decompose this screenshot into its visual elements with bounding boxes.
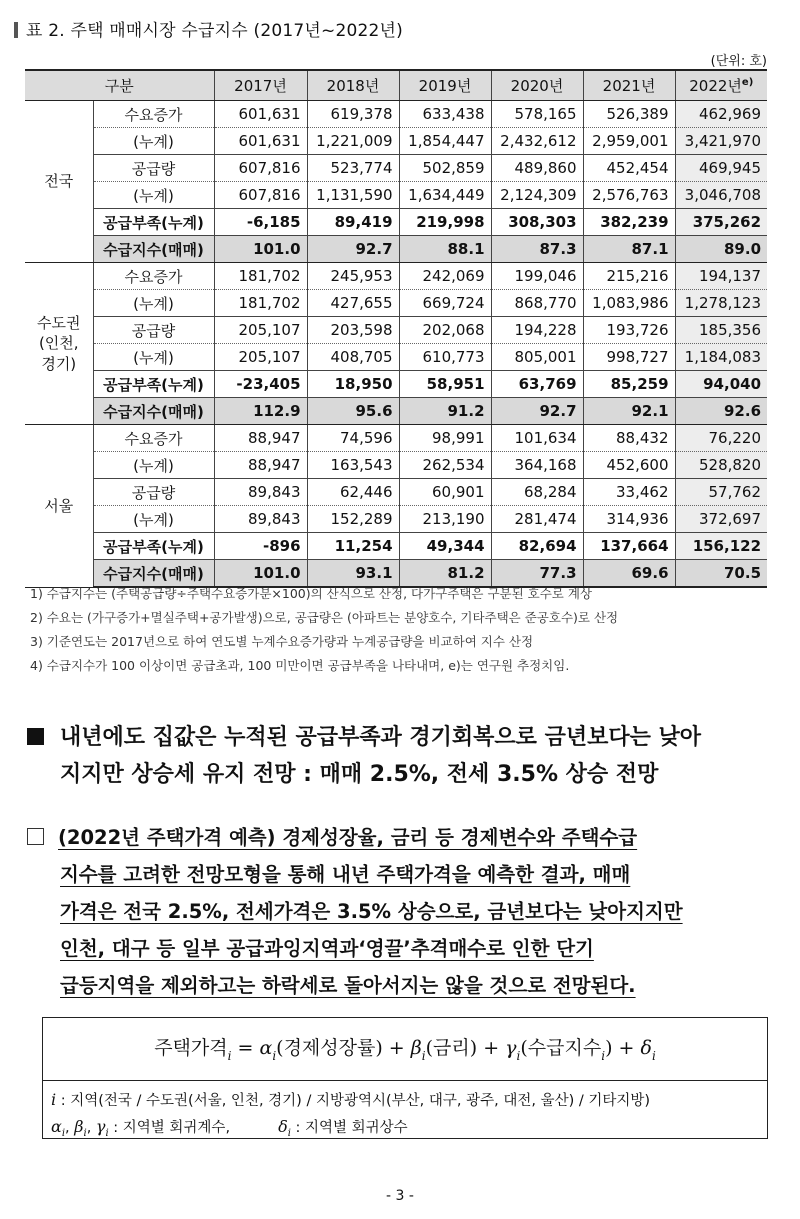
table-cell: 2,124,309 [491,182,583,209]
table-cell: 607,816 [214,155,307,182]
table-cell: 92.1 [583,398,675,425]
table-cell: 1,184,083 [675,344,767,371]
table-cell: 152,289 [307,506,399,533]
table-cell: 88.1 [399,236,491,263]
table-cell: 408,705 [307,344,399,371]
table-cell: 49,344 [399,533,491,560]
table-cell: 88,432 [583,425,675,452]
table-cell: 805,001 [491,344,583,371]
table-row [25,155,767,182]
table-cell: 1,221,009 [307,128,399,155]
header-year: 2020년 [491,70,583,101]
table-cell: -23,405 [214,371,307,398]
row-label: 수요증가 [93,101,214,128]
row-label: 공급부족(누계) [93,209,214,236]
table-cell: 242,069 [399,263,491,290]
table-cell: 87.3 [491,236,583,263]
table-cell: 156,122 [675,533,767,560]
row-label: (누계) [93,182,214,209]
table-cell: 308,303 [491,209,583,236]
region-label: 서울 [25,425,93,588]
table-cell: 205,107 [214,317,307,344]
table-row [25,236,767,263]
table-cell: 94,040 [675,371,767,398]
filled-square-bullet-icon [27,728,44,745]
table-cell: 1,131,590 [307,182,399,209]
empty-square-bullet-icon [27,828,44,845]
table-row [25,128,767,155]
table-cell: 33,462 [583,479,675,506]
footnote: 1) 수급지수는 (주택공급량÷주택수요증가분×100)의 산식으로 산정, 다가구주택은 구분된 호수로 계상 [30,586,593,601]
table-row [25,101,767,128]
table-cell: 1,854,447 [399,128,491,155]
table-cell: 375,262 [675,209,767,236]
header-year: 2021년 [583,70,675,101]
footnote: 3) 기준연도는 2017년으로 하여 연도별 누계수요증가량과 누계공급량을 비교하여 지수 산정 [30,634,534,649]
region-label: 수도권 (인천, 경기) [25,263,93,425]
forecast-paragraph: (2022년 주택가격 예측) 경제성장율, 금리 등 경제변수와 주택수급 지수를 고려한 전망모형을 통해 내년 주택가격을 예측한 결과, 매매 가격은 전국 2.5%, 전세가격은 3.5% 상승으로, 금년보다는 낮아지지만 인천, 대구 등 일부 공급과잉지역과‘영끌’추격매수로 인한 단기 급등지역을 제외하고는 하락세로 돌아서지는 않을 것으로 전망된다. [27,819,772,1004]
table-row [25,263,767,290]
table-cell: 193,726 [583,317,675,344]
page-number: - 3 - [386,1188,414,1204]
table-cell: 112.9 [214,398,307,425]
footnote: 4) 수급지수가 100 이상이면 공급초과, 100 미만이면 공급부족을 나타내며, e)는 연구원 추정치임. [30,658,570,673]
row-label: 공급량 [93,317,214,344]
row-label: 수급지수(매매) [93,236,214,263]
table-cell: 11,254 [307,533,399,560]
table-row [25,506,767,533]
table-cell: 2,959,001 [583,128,675,155]
table-cell: 523,774 [307,155,399,182]
row-label: 공급량 [93,479,214,506]
table-cell: 202,068 [399,317,491,344]
table-row [25,317,767,344]
table-cell: -6,185 [214,209,307,236]
table-row [25,452,767,479]
table-cell: 998,727 [583,344,675,371]
regression-formula-box [42,1017,768,1139]
table-cell: 262,534 [399,452,491,479]
headline: 내년에도 집값은 누적된 공급부족과 경기회복으로 금년보다는 낮아 지지만 상승세 유지 전망 : 매매 2.5%, 전세 3.5% 상승 전망 [27,719,772,793]
table-cell: 69.6 [583,560,675,588]
table-cell: 452,454 [583,155,675,182]
row-label: (누계) [93,452,214,479]
table-cell: 163,543 [307,452,399,479]
table-cell: 364,168 [491,452,583,479]
table-cell: -896 [214,533,307,560]
footnote: 2) 수요는 (가구증가+멸실주택+공가발생)으로, 공급량은 (아파트는 분양호수, 기타주택은 준공호수)로 산정 [30,610,619,625]
table-cell: 89,419 [307,209,399,236]
table-cell: 93.1 [307,560,399,588]
row-label: 수요증가 [93,425,214,452]
table-cell: 669,724 [399,290,491,317]
row-label: 공급부족(누계) [93,533,214,560]
regression-formula: 주택가격$_i = \alpha_i$(경제성장률) + $\beta_i$(금리) + $\gamma_i$(수급지수$_i) + \delta_i$ [43,1018,767,1081]
table-cell: 101.0 [214,560,307,588]
header-category: 구분 [25,70,214,101]
header-year: 2019년 [399,70,491,101]
unit-note: (단위: 호) [710,54,767,69]
table-cell: 203,598 [307,317,399,344]
table-cell: 85,259 [583,371,675,398]
table-cell: 469,945 [675,155,767,182]
table-cell: 89,843 [214,479,307,506]
row-label: (누계) [93,290,214,317]
table-cell: 245,953 [307,263,399,290]
table-cell: 489,860 [491,155,583,182]
table-row [25,425,767,452]
table-cell: 62,446 [307,479,399,506]
table-cell: 87.1 [583,236,675,263]
table-cell: 3,421,970 [675,128,767,155]
table-cell: 60,901 [399,479,491,506]
title-bar-marker [14,22,18,38]
table-cell: 98,991 [399,425,491,452]
table-cell: 382,239 [583,209,675,236]
table-cell: 526,389 [583,101,675,128]
table-cell: 215,216 [583,263,675,290]
row-label: 수급지수(매매) [93,398,214,425]
table-cell: 181,702 [214,290,307,317]
table-cell: 1,634,449 [399,182,491,209]
table-cell: 502,859 [399,155,491,182]
table-cell: 68,284 [491,479,583,506]
table-cell: 528,820 [675,452,767,479]
table-cell: 205,107 [214,344,307,371]
table-cell: 2,576,763 [583,182,675,209]
supply-demand-table [25,69,767,588]
table-row [25,182,767,209]
table-cell: 868,770 [491,290,583,317]
header-year: 2017년 [214,70,307,101]
table-cell: 76,220 [675,425,767,452]
header-year-estimate: 2022년$^{e)}$ [675,70,767,101]
table-cell: 63,769 [491,371,583,398]
header-year: 2018년 [307,70,399,101]
table-cell: 199,046 [491,263,583,290]
row-label: (누계) [93,506,214,533]
table-cell: 181,702 [214,263,307,290]
table-cell: 372,697 [675,506,767,533]
row-label: (누계) [93,344,214,371]
table-cell: 219,998 [399,209,491,236]
table-cell: 95.6 [307,398,399,425]
table-cell: 607,816 [214,182,307,209]
table-cell: 92.7 [307,236,399,263]
footnotes [30,582,618,678]
table-cell: 1,083,986 [583,290,675,317]
table-cell: 610,773 [399,344,491,371]
table-cell: 194,228 [491,317,583,344]
table-cell: 2,432,612 [491,128,583,155]
table-cell: 57,762 [675,479,767,506]
table-cell: 81.2 [399,560,491,588]
region-label: 전국 [25,101,93,263]
table-header-row [25,70,767,101]
table-cell: 88,947 [214,452,307,479]
table-cell: 89.0 [675,236,767,263]
table-cell: 88,947 [214,425,307,452]
table-cell: 91.2 [399,398,491,425]
table-cell: 3,046,708 [675,182,767,209]
table-cell: 101,634 [491,425,583,452]
table-cell: 74,596 [307,425,399,452]
table-cell: 462,969 [675,101,767,128]
table-cell: 601,631 [214,101,307,128]
row-label: 공급부족(누계) [93,371,214,398]
table-cell: 18,950 [307,371,399,398]
table-cell: 82,694 [491,533,583,560]
table-cell: 452,600 [583,452,675,479]
table-cell: 601,631 [214,128,307,155]
table-row [25,209,767,236]
table-cell: 213,190 [399,506,491,533]
table-cell: 194,137 [675,263,767,290]
table-cell: 314,936 [583,506,675,533]
table-cell: 137,664 [583,533,675,560]
row-label: 수요증가 [93,263,214,290]
table-cell: 58,951 [399,371,491,398]
row-label: 수급지수(매매) [93,560,214,588]
table-row [25,344,767,371]
table-cell: 70.5 [675,560,767,588]
table-cell: 101.0 [214,236,307,263]
table-row [25,290,767,317]
row-label: (누계) [93,128,214,155]
table-cell: 92.7 [491,398,583,425]
table-cell: 578,165 [491,101,583,128]
table-cell: 77.3 [491,560,583,588]
table-cell: 92.6 [675,398,767,425]
formula-legend: i : 지역(전국 / 수도권(서울, 인천, 경기) / 지방광역시(부산, 대구, 광주, 대전, 울산) / 기타지방) $\alpha_i$, $\beta_i$, $\gamma_i$ : 지역별 회귀계수, $\delta_i$ : 지역별 회귀상수 [51,1090,651,1139]
row-label: 공급량 [93,155,214,182]
table-cell: 633,438 [399,101,491,128]
table-cell: 185,356 [675,317,767,344]
table-row [25,533,767,560]
table-cell: 619,378 [307,101,399,128]
table-row [25,398,767,425]
table-row [25,371,767,398]
table-cell: 281,474 [491,506,583,533]
table-cell: 89,843 [214,506,307,533]
table-cell: 1,278,123 [675,290,767,317]
table-title: 표 2. 주택 매매시장 수급지수 (2017년~2022년) [14,16,403,41]
table-row [25,479,767,506]
table-cell: 427,655 [307,290,399,317]
